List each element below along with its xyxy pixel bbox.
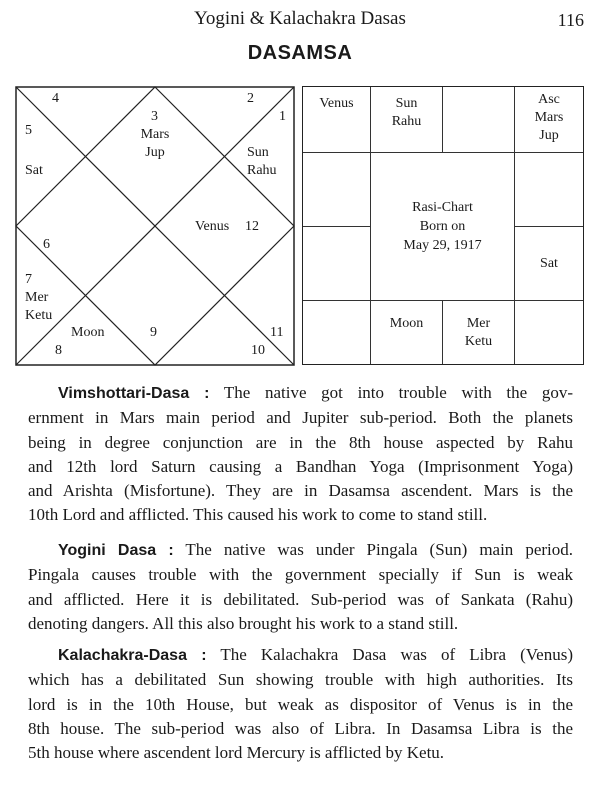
paragraph-line: and Arishta (Misfortune). They are in Dasamsa ascendent. Mars is the <box>28 481 573 501</box>
paragraph-line: being in degree conjunction are in the 8th house aspected by Rahu <box>28 432 573 452</box>
paragraph-line: The native got into trouble with the gov- <box>209 383 573 402</box>
page-number: 116 <box>557 10 584 30</box>
house-12-planet: Venus <box>195 219 230 234</box>
rasi-cell-planet: Mars <box>534 110 564 125</box>
rasi-cell-r1c4 <box>515 87 583 153</box>
rasi-cell-r3c1 <box>303 227 371 301</box>
house-7-planet-1: Mer <box>25 290 49 305</box>
paragraph-line: 8th house. The sub-period was also of Libra. In Dasamsa Libra is the <box>28 718 573 738</box>
house-number-7: 7 <box>25 272 32 287</box>
rasi-cell-r1c1 <box>303 87 371 153</box>
house-9-planet: Moon <box>71 325 105 340</box>
paragraph-line: denoting dangers. All this also brought his work to a stand still. <box>28 613 459 633</box>
house-1-planet-1: Sun <box>247 145 269 160</box>
rasi-cell-planet: Sun <box>395 96 418 111</box>
rasi-cell-r4c3 <box>443 301 515 364</box>
paragraph-label: Yogini Dasa : <box>58 542 174 559</box>
paragraph-yogini <box>28 538 573 636</box>
paragraph-label: Vimshottari-Dasa : <box>58 385 210 402</box>
rasi-cell-r4c4 <box>515 301 583 364</box>
page-header <box>0 6 600 32</box>
rasi-cell-planet: Sat <box>540 255 558 271</box>
rasi-cell-r4c1 <box>303 301 371 364</box>
house-number-4: 4 <box>52 91 59 106</box>
rasi-cell-r2c4 <box>515 153 583 227</box>
paragraph-line: Pingala causes trouble with the government specially if Sun is weak <box>28 565 573 585</box>
rasi-center-born: Born on <box>419 219 466 234</box>
rasi-cell-planet: Ketu <box>464 334 493 349</box>
house-number-6: 6 <box>43 237 50 252</box>
rasi-cell-planet: Moon <box>389 316 424 331</box>
house-number-5: 5 <box>25 123 32 138</box>
paragraph-line: and afflicted. Here it is debilitated. Sub-period was of Sankata (Rahu) <box>28 589 573 609</box>
rasi-cell-planet: Mer <box>466 316 491 331</box>
paragraph-vimshottari <box>28 381 573 528</box>
paragraph-line: 10th Lord and afflicted. This caused his work to come to stand still. <box>28 505 488 525</box>
rasi-chart <box>302 86 584 365</box>
dasamsa-chart <box>15 86 295 366</box>
rasi-cell-planet: Rahu <box>391 114 422 129</box>
house-number-2: 2 <box>247 91 254 106</box>
paragraph-line: which has a debilitated Sun showing trouble with high authorities. Its <box>28 670 573 690</box>
rasi-cell-r1c3 <box>443 87 515 153</box>
paragraph-line: ernment in Mars main period and Jupiter sub-period. Both the planets <box>28 408 573 428</box>
paragraph-label: Kalachakra-Dasa : <box>58 647 207 664</box>
house-7-planet-2: Ketu <box>25 308 53 323</box>
paragraph-line: 5th house where ascendent lord Mercury is afflicted by Ketu. <box>28 743 445 763</box>
paragraph-line: The native was under Pingala (Sun) main period. <box>173 540 573 559</box>
paragraph-line: and 12th lord Saturn causing a Bandhan Yoga (Imprisonment Yoga) <box>28 456 573 476</box>
rasi-center-title: Rasi-Chart <box>412 200 473 215</box>
rasi-cell-planet: Asc <box>538 92 560 107</box>
rasi-cell-planet: Venus <box>319 96 354 111</box>
house-number-8: 8 <box>55 343 62 358</box>
house-1-planet-2: Rahu <box>247 163 277 178</box>
rasi-chart-center <box>371 153 515 301</box>
section-title: DASAMSA <box>247 42 353 64</box>
rasi-cell-r4c2 <box>371 301 443 364</box>
house-3-planet-2: Jup <box>145 145 165 160</box>
running-title: Yogini & Kalachakra Dasas <box>194 8 406 29</box>
rasi-cell-r1c2 <box>371 87 443 153</box>
house-number-1: 1 <box>279 109 286 124</box>
house-number-12: 12 <box>245 219 259 234</box>
paragraph-line: The Kalachakra Dasa was of Libra (Venus) <box>206 645 573 664</box>
paragraph-kalachakra <box>28 643 573 765</box>
house-number-11: 11 <box>270 325 284 340</box>
house-5-planet: Sat <box>25 163 43 178</box>
paragraph-line: lord is in the 10th House, but weak as dispositor of Venus is in the <box>28 694 573 714</box>
house-number-9: 9 <box>150 325 157 340</box>
house-number-3: 3 <box>151 109 158 124</box>
rasi-cell-r2c1 <box>303 153 371 227</box>
house-number-10: 10 <box>251 343 265 358</box>
house-3-planet-1: Mars <box>140 127 170 142</box>
rasi-cell-planet: Jup <box>539 128 559 143</box>
rasi-cell-r3c4 <box>515 227 583 301</box>
rasi-center-date: May 29, 1917 <box>403 238 482 253</box>
